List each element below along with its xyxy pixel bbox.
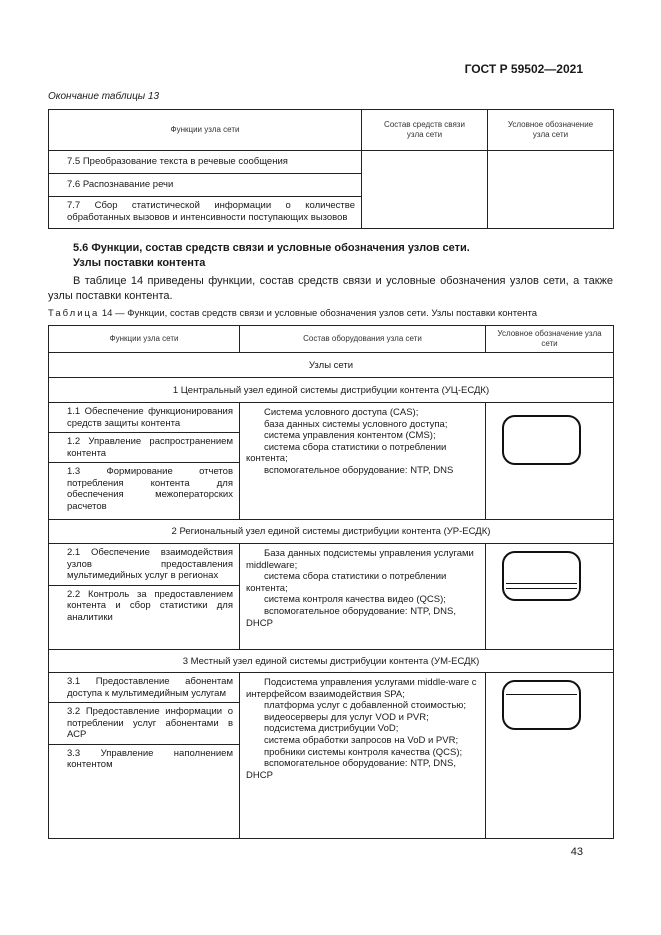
t14-equipment-1-3: система управления контентом (CMS); bbox=[264, 430, 436, 442]
section-heading-line2: Узлы поставки контента bbox=[73, 257, 206, 269]
t14-header-equipment bbox=[240, 326, 486, 353]
standard-number: ГОСТ Р 59502—2021 bbox=[464, 62, 583, 76]
t14-equipment-3-7: вспомогательное оборудование: NTP, DNS, DHCP bbox=[246, 758, 456, 781]
t14-node-2-functions bbox=[49, 544, 240, 650]
t14-equipment-1-1: Система условного доступа (CAS); bbox=[264, 407, 419, 418]
t13-row-7-7: 7.7 Сбор статистической информации о количестве обработанных вызовов и интенсивности поступающих вызовов bbox=[49, 197, 362, 229]
t14-node-2-equipment bbox=[240, 544, 486, 650]
t13-header-equipment bbox=[362, 110, 488, 151]
regional-symbol-line-icon bbox=[506, 583, 577, 584]
t14-header-equipment-text: Состав оборудования узла сети bbox=[303, 334, 422, 343]
t14-equipment-2-1: База данных подсистемы управления услугами middleware; bbox=[246, 548, 474, 571]
table-13-continuation-caption: Окончание таблицы 13 bbox=[48, 91, 160, 102]
t14-function-1-3: 1.3 Формирование отчетов потребления контента для обеспечения межоператорских расчетов bbox=[67, 466, 233, 512]
t14-equipment-2-3: система контроля качества видео (QCS); bbox=[264, 594, 446, 606]
t13-header-equipment-text: Состав средств связи узла сети bbox=[384, 120, 465, 139]
t14-node-1-title: 1 Центральный узел единой системы дистрибуции контента (УЦ-ЕСДК) bbox=[49, 378, 614, 403]
table-14 bbox=[48, 325, 614, 839]
t14-equipment-2-2: система сбора статистики о потреблении контента; bbox=[246, 571, 447, 594]
t13-header-symbol bbox=[488, 110, 614, 151]
local-node-symbol-icon bbox=[502, 680, 581, 730]
t13-row-7-6: 7.6 Распознавание речи bbox=[49, 174, 362, 197]
t14-equipment-1-2: база данных системы условного доступа; bbox=[264, 418, 448, 430]
local-symbol-line-icon bbox=[506, 694, 577, 695]
t14-node-1-equipment bbox=[240, 403, 486, 520]
section-heading-line1: 5.6 Функции, состав средств связи и условные обозначения узлов сети. bbox=[73, 242, 470, 254]
t14-equipment-3-6: пробники системы контроля качества (QCS); bbox=[264, 746, 463, 758]
t14-equipment-3-2: платформа услуг с добавленной стоимостью; bbox=[264, 700, 467, 712]
t14-equipment-1-5: вспомогательное оборудование: NTP, DNS bbox=[264, 464, 454, 476]
page-number: 43 bbox=[570, 846, 583, 858]
table-14-caption bbox=[48, 308, 537, 319]
t14-function-3-3: 3.3 Управление наполнением контентом bbox=[67, 747, 233, 770]
t14-node-3-title: 3 Местный узел единой системы дистрибуции контента (УМ-ЕСДК) bbox=[49, 650, 614, 673]
regional-node-symbol-icon bbox=[502, 551, 581, 601]
t14-equipment-3-4: подсистема дистрибуции VoD; bbox=[264, 723, 399, 735]
t14-function-2-2: 2.2 Контроль за предоставлением контента и сбор статистики для аналитики bbox=[67, 588, 233, 623]
t14-node-3-equipment bbox=[240, 673, 486, 839]
t13-header-functions: Функции узла сети bbox=[49, 110, 362, 151]
t13-symbol-cell bbox=[488, 151, 614, 229]
section-heading bbox=[73, 241, 470, 271]
t14-node-2-title: 2 Региональный узел единой системы дистрибуции контента (УР-ЕСДК) bbox=[49, 520, 614, 544]
t14-group-title: Узлы сети bbox=[49, 353, 614, 378]
t14-equipment-1-4: система сбора статистики о потреблении контента; bbox=[246, 441, 447, 465]
table-13 bbox=[48, 109, 614, 229]
t14-equipment-2-4: вспомогательное оборудование: NTP, DNS, DHCP bbox=[246, 605, 456, 629]
regional-symbol-line-icon bbox=[506, 588, 577, 589]
t14-equipment-3-5: система обработки запросов на VoD и PVR; bbox=[264, 734, 459, 746]
t14-function-2-1: 2.1 Обеспечение взаимодействия узлов предоставления мультимедийных услуг в регионах bbox=[49, 544, 239, 586]
t14-equipment-3-1: Подсистема управления услугами middle-ware с интерфейсом взаимодействия SPA; bbox=[246, 677, 477, 700]
t14-node-2-symbol-cell bbox=[486, 544, 614, 650]
t14-header-symbol-text: Условное обозначение узла сети bbox=[497, 329, 602, 348]
t14-node-1-functions bbox=[49, 403, 240, 520]
t14-node-3-functions bbox=[49, 673, 240, 839]
t14-node-3-symbol-cell bbox=[486, 673, 614, 839]
t14-equipment-3-3: видеосерверы для услуг VOD и PVR; bbox=[264, 711, 429, 723]
t13-row-7-5: 7.5 Преобразование текста в речевые сообщения bbox=[49, 151, 362, 174]
t14-header-symbol bbox=[486, 326, 614, 353]
t14-function-1-1: 1.1 Обеспечение функционирования средств защиты контента bbox=[49, 403, 239, 433]
t14-function-1-2: 1.2 Управление распространением контента bbox=[49, 433, 239, 463]
t14-node-1-symbol-cell bbox=[486, 403, 614, 520]
table-14-caption-text: 14 — Функции, состав средств связи и условные обозначения узлов сети. Узлы поставки контента bbox=[101, 308, 538, 319]
t14-header-functions: Функции узла сети bbox=[49, 326, 240, 353]
section-paragraph: В таблице 14 приведены функции, состав средств связи и условные обозначения узлов сети, а также узлы поставки контента. bbox=[48, 275, 613, 302]
t14-function-3-1: 3.1 Предоставление абонентам доступа к мультимедийным услугам bbox=[49, 673, 239, 703]
t13-header-symbol-text: Условное обозначение узла сети bbox=[507, 120, 594, 139]
t13-equipment-cell bbox=[362, 151, 488, 229]
central-node-symbol-icon bbox=[502, 415, 581, 465]
t14-function-3-2: 3.2 Предоставление информации о потреблении услуг абонентами в АСР bbox=[49, 703, 239, 745]
table-14-caption-label: Таблица bbox=[48, 308, 100, 319]
